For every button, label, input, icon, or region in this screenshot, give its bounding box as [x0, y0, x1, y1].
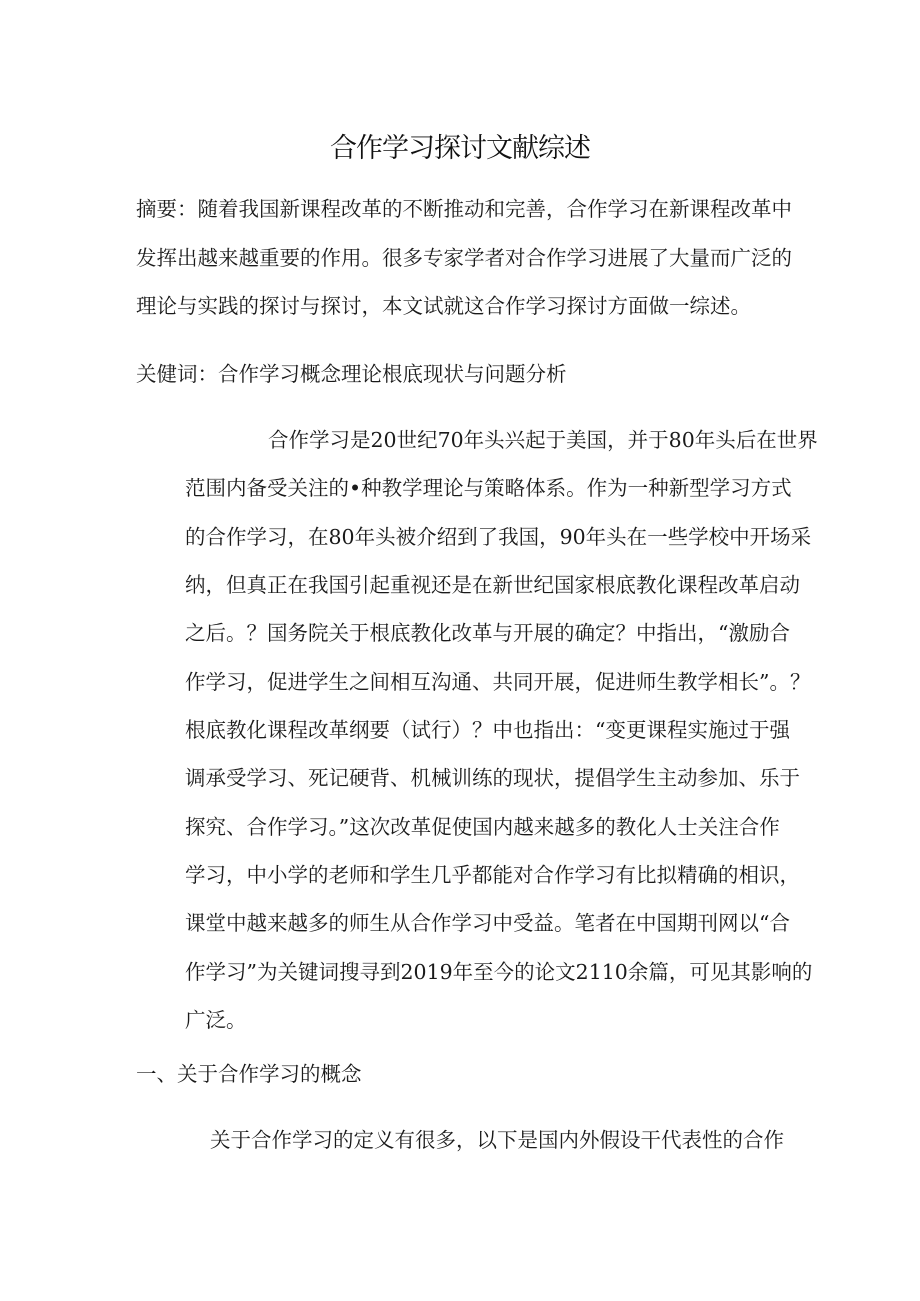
paragraph-line: 广泛。	[185, 1008, 247, 1032]
paragraph-line: 作学习，促进学生之间相互沟通、共同开展，促进师生教学相长”。？	[185, 670, 811, 694]
paragraph-line: 之后。？国务院关于根底教化改革与开展的确定？中指出，“激励合	[185, 621, 790, 645]
abstract-line: 理论与实践的探讨与探讨，本文试就这合作学习探讨方面做一综述。	[136, 294, 751, 318]
paragraph-line: 作学习”为关键词搜寻到2019年至今的论文2110余篇，可见其影响的	[185, 960, 813, 984]
document-title: 合作学习探讨文献综述	[330, 133, 590, 164]
paragraph-line: 学习，中小学的老师和学生几乎都能对合作学习有比拟精确的相识，	[185, 863, 800, 887]
section-heading: 一、关于合作学习的概念	[136, 1062, 362, 1086]
paragraph-line: 探究、合作学习。”这次改革促使国内越来越多的教化人士关注合作	[185, 815, 780, 839]
paragraph-line: 合作学习是20世纪70年头兴起于美国，并于80年头后在世界	[268, 428, 818, 452]
paragraph-line: 的合作学习，在80年头被介绍到了我国，90年头在一些学校中开场采	[185, 525, 812, 549]
paragraph-line: 调承受学习、死记硬背、机械训练的现状，提倡学生主动参加、乐于	[185, 766, 800, 790]
paragraph-line: 根底教化课程改革纲要（试行）？中也指出：“变更课程实施过于强	[185, 718, 790, 742]
keywords-line: 关健词：合作学习概念理论根底现状与问题分析	[136, 362, 567, 386]
abstract-line: 摘要：随着我国新课程改革的不断推动和完善，合作学习在新课程改革中	[136, 197, 792, 221]
paragraph-line: 关于合作学习的定义有很多，以下是国内外假设干代表性的合作	[210, 1128, 784, 1152]
paragraph-line: 范围内备受关注的•种教学理论与策略体系。作为一种新型学习方式	[185, 476, 792, 500]
paragraph-line: 课堂中越来越多的师生从合作学习中受益。笔者在中国期刊网以“合	[185, 911, 790, 935]
abstract-line: 发挥出越来越重要的作用。很多专家学者对合作学习进展了大量而广泛的	[136, 246, 792, 270]
paragraph-line: 纳，但真正在我国引起重视还是在新世纪国家根底教化课程改革启动	[185, 573, 800, 597]
